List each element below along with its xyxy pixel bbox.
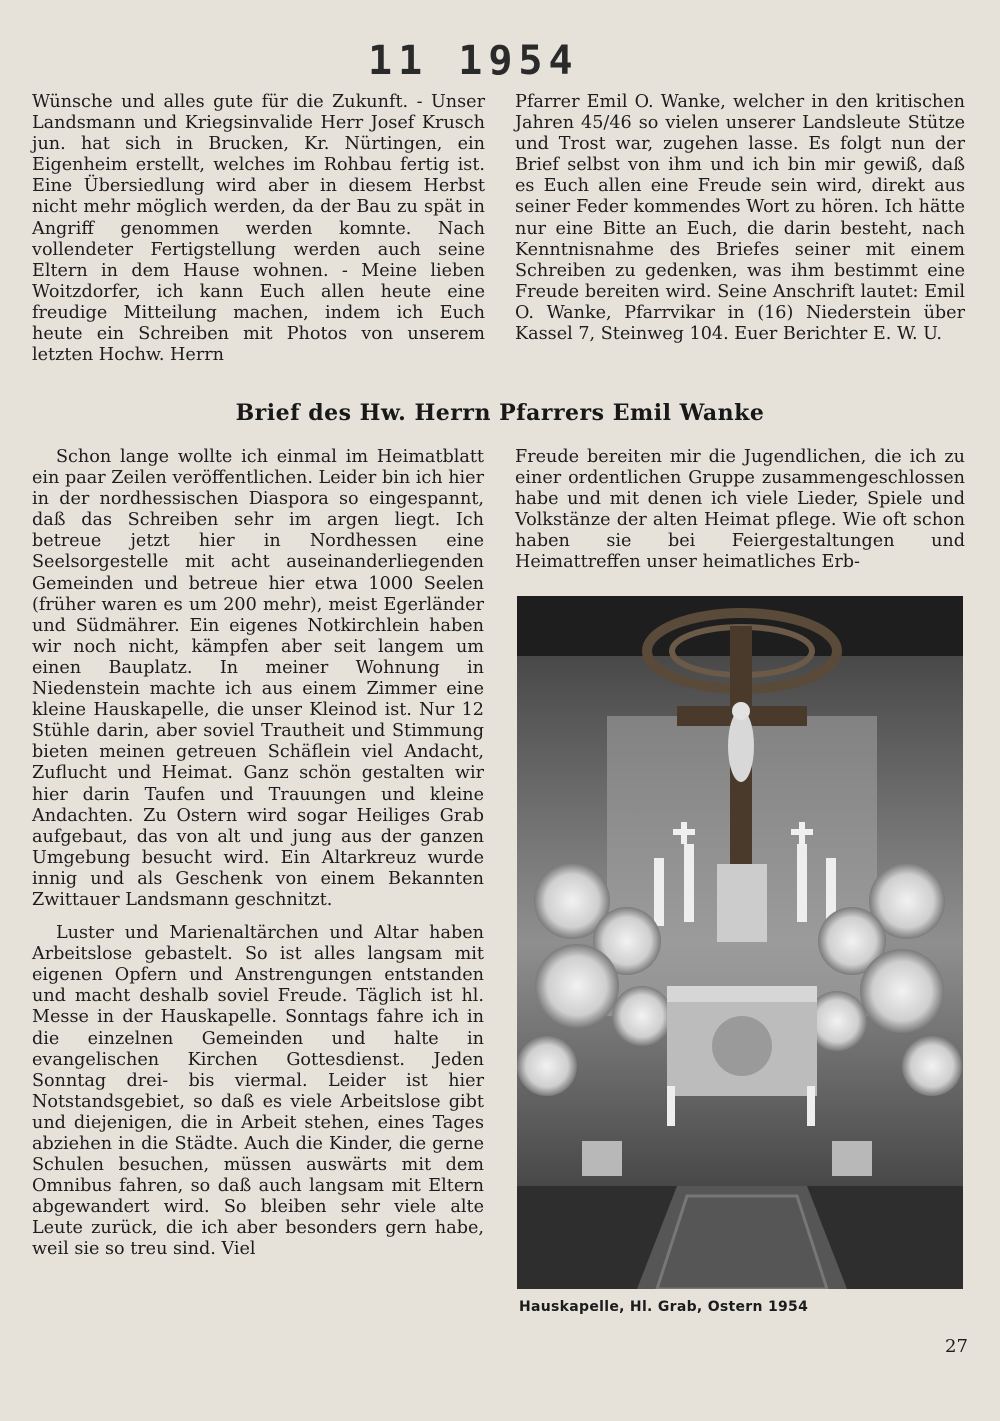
date-stamp: 11 1954 — [368, 38, 579, 84]
chapel-photo-image — [517, 596, 963, 1289]
intro-text-left: Wünsche und alles gute für die Zukunft. - Unser Landsmann und Kriegsinvalide Herr Josef Krusch jun. hat sich in Brucken, Kr. Nürtingen, ein Eigenheim erstellt, welches im Rohbau fertig ist. Eine Übersiedlung wird aber in diesem Herbst nicht mehr möglich werden, da der Bau zu spät in Angriff genommen werden komnte. Nach vollendeter Fertigstellung werden auch seine Eltern in dem Hause wohnen. - Meine lieben Woitzdorfer, ich kann Euch allen heute eine freudige Mitteilung machen, indem ich Euch heute ein Schreiben mit Photos von unserem letzten Hochw. Herrn — [32, 92, 485, 366]
letter-column-left — [32, 447, 484, 1261]
letter-paragraph-continued: Freude bereiten mir die Jugendlichen, die ich zu einer ordentlichen Gruppe zusammengeschlossen habe und mit denen ich viele Lieder, Spiele und Volkstänze der alten Heimat pflege. Wie oft schon haben sie bei Feiergestaltungen und Heimattreffen unser heimatliches Erb- — [515, 447, 965, 573]
article-heading: Brief des Hw. Herrn Pfarrers Emil Wanke — [235, 400, 765, 426]
letter-paragraph-1: Schon lange wollte ich einmal im Heimatblatt ein paar Zeilen veröffentlichen. Leider bin ich hier in der nordhessischen Diaspora so eingespannt, daß das Schreiben sehr im argen liegt. Ich betreue jetzt hier in Nordhessen eine Seelsorgestelle mit acht auseinanderliegenden Gemeinden und betreue hier etwa 1000 Seelen (früher waren es um 200 mehr), meist Egerländer und Südmährer. Ein eigenes Notkirchlein haben wir noch nicht, kämpfen aber seit langem um einen Bauplatz. In meiner Wohnung in Niedenstein machte ich aus einem Zimmer eine kleine Hauskapelle, die unser Kleinod ist. Nur 12 Stühle darin, aber soviel Trautheit und Stimmung bieten meinen getreuen Schäflein viel Andacht, Zuflucht und Heimat. Ganz schön gestalten wir hier darin Taufen und Trauungen und kleine Andachten. Zu Ostern wird sogar Heiliges Grab aufgebaut, das von alt und jung aus der ganzen Umgebung besucht wird. Ein Altarkreuz wurde innig und als Geschenk von einem Bekannten Zwittauer Landsmann geschnitzt. — [32, 447, 484, 910]
chapel-photo — [517, 596, 963, 1289]
letter-paragraph-2: Luster und Marienaltärchen und Altar haben Arbeitslose gebastelt. So ist alles langsam mit eigenen Opfern und Anstrengungen entstanden und macht deshalb soviel Freude. Täglich ist hl. Messe in der Hauskapelle. Sonntags fahre ich in die einzelnen Gemeinden und halte in evangelischen Kirchen Gottesdienst. Jeden Sonntag drei- bis viermal. Leider ist hier Notstandsgebiet, so daß es viele Arbeitslose gibt und diejenigen, die in Arbeit stehen, eines Tages abziehen in die Städte. Auch die Kinder, die gerne Schulen besuchen, müssen auswärts mit dem Omnibus fahren, so daß auch langsam mit Eltern abgewandert wird. So bleiben sehr viele alte Leute zurück, die ich aber besonders gern habe, weil sie so treu sind. Viel — [32, 923, 484, 1260]
letter-column-right — [515, 447, 965, 574]
page-number: 27 — [945, 1336, 968, 1357]
intro-column-right — [515, 92, 965, 345]
photo-caption: Hauskapelle, Hl. Grab, Ostern 1954 — [519, 1299, 809, 1315]
intro-column-left — [32, 92, 485, 366]
intro-text-right: Pfarrer Emil O. Wanke, welcher in den kritischen Jahren 45/46 so vielen unserer Landsleute Stütze und Trost war, zugehen lasse. Es folgt nun der Brief selbst von ihm und ich bin mir gewiß, daß es Euch allen eine Freude sein wird, direkt aus seiner Feder kommendes Wort zu hören. Ich hätte nur eine Bitte an Euch, die darin besteht, nach Kenntnisnahme des Briefes seiner mit einem Schreiben zu gedenken, was ihm bestimmt eine Freude bereiten wird. Seine Anschrift lautet: Emil O. Wanke, Pfarrvikar in (16) Niederstein über Kassel 7, Steinweg 104. Euer Berichter E. W. U. — [515, 92, 965, 345]
